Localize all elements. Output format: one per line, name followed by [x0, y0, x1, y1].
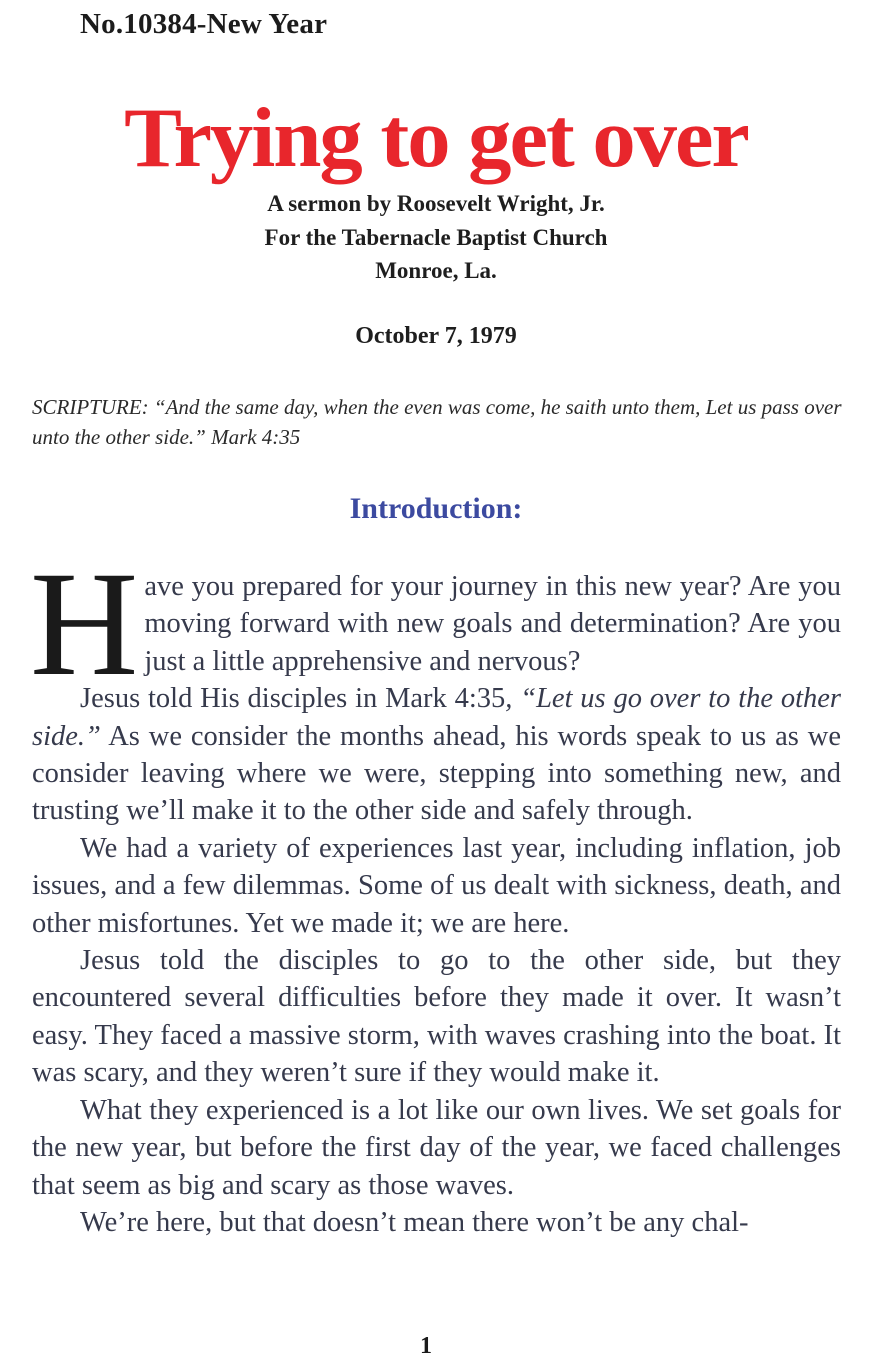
- paragraph-6: We’re here, but that doesn’t mean there won’t be any chal-: [80, 1206, 749, 1238]
- church-city: Monroe, La.: [375, 258, 497, 283]
- paragraph-2-start: Jesus told His disciples in Mark 4:35: [80, 683, 506, 715]
- paragraph-2: [32, 680, 841, 830]
- page-number: 1: [420, 1333, 432, 1359]
- sermon-date: October 7, 1979: [355, 323, 517, 349]
- scripture-reference: SCRIPTURE: “And the same day, when the even was come, he saith unto them, Let us pass over unto the other side.” Mark 4:35: [32, 395, 842, 449]
- paragraph-2-end: As we consider the months ahead, his words speak to us as we consider leaving where we were, stepping into something new, and trusting we’ll make it to the other side and safely through.: [32, 720, 841, 827]
- section-heading-introduction: Introduction:: [349, 492, 523, 525]
- paragraph-1-text: ave you prepared for your journey in this new year? Are you moving forward with new goals and determination? Are you just a little apprehensive and nervous?: [144, 571, 841, 677]
- church-name: For the Tabernacle Baptist Church: [264, 225, 608, 250]
- sermon-title: Trying to get over: [124, 91, 748, 185]
- document-series-number: No.10384-New Year: [80, 8, 328, 40]
- sermon-body: [30, 541, 841, 1241]
- sermon-byline: A sermon by Roosevelt Wright, Jr.: [267, 191, 605, 216]
- paragraph-3: We had a variety of experiences last year, including inflation, job issues, and a few dilemmas. Some of us dealt with sickness, death, and other misfortunes. Yet we made it; we are here.: [32, 832, 841, 939]
- paragraph-5: What they experienced is a lot like our own lives. We set goals for the new year, but before the first day of the year, we faced challenges that seem as big and scary as those waves.: [32, 1094, 841, 1201]
- drop-cap: H: [30, 541, 139, 707]
- paragraph-2-quote: , “Let us go over to the other side.”: [32, 683, 841, 752]
- paragraph-4: Jesus told the disciples to go to the other side, but they encountered several difficulties before they made it over. It wasn’t easy. They faced a massive storm, with waves crashing into the boat. It was scary, and they weren’t sure if they would make it.: [32, 945, 841, 1089]
